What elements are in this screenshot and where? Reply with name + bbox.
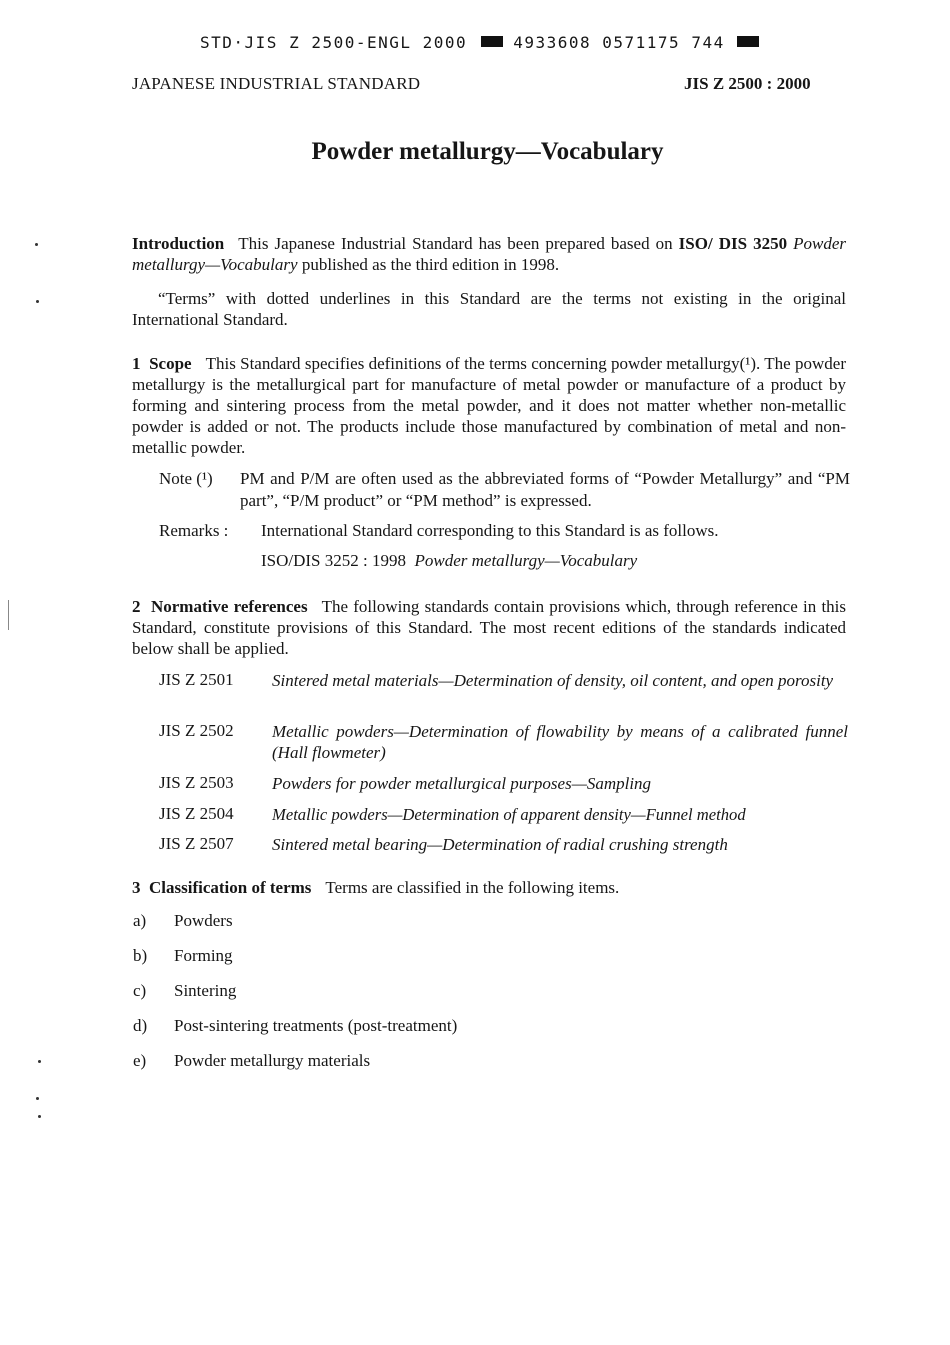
classification-text: Terms are classified in the following items. [325, 878, 620, 897]
intro-iso-ref: ISO/ DIS 3250 [678, 234, 788, 253]
note-text: PM and P/M are often used as the abbreviated forms of “Powder Metallurgy” and “PM part”, “P/M product” or “PM method” is expressed. [240, 469, 850, 510]
reference-code: JIS Z 2503 [159, 773, 234, 792]
list-item-marker: d) [133, 1016, 148, 1035]
scan-speck [38, 1060, 41, 1063]
remarks-ref-title: Powder metallurgy—Vocabulary [414, 551, 638, 570]
classification-paragraph [132, 877, 846, 898]
intro-text-a: This Japanese Industrial Standard has been prepared based on [238, 234, 673, 253]
normative-text: The following standards contain provisions which, through reference in this Standard, constitute provisions of this Standard. The most recent editions of the standards indicated below shall be applied. [132, 597, 847, 658]
barcode-block [481, 36, 503, 47]
page-title: Powder metallurgy—Vocabulary [311, 138, 664, 165]
normative-paragraph [132, 596, 846, 659]
intro-iso-title: Powder metallurgy—Vocabulary [132, 234, 846, 274]
reference-title: Sintered metal materials—Determination of density, oil content, and open porosity [272, 671, 834, 690]
scan-header-code: STD·JIS Z 2500-ENGL 2000 [200, 33, 468, 52]
scan-header-line [200, 33, 759, 52]
intro-heading: Introduction [132, 234, 225, 253]
list-item: Forming [174, 946, 233, 965]
normative-heading: Normative references [150, 597, 308, 616]
list-item-marker: a) [133, 911, 147, 930]
intro-paragraph [132, 233, 846, 275]
list-item-marker: e) [133, 1051, 147, 1070]
remarks-label: Remarks : [159, 521, 229, 540]
note-label: Note (¹) [159, 469, 213, 488]
scope-number: 1 [132, 354, 141, 373]
intro-text-b: published as the third edition in 1998. [301, 255, 560, 274]
list-item: Post-sintering treatments (post-treatment) [174, 1016, 458, 1035]
reference-title: Metallic powders—Determination of flowability by means of a calibrated funnel (Hall flowmeter) [272, 722, 848, 762]
scope-paragraph [132, 353, 846, 458]
scan-edge-mark [8, 600, 9, 630]
normative-number: 2 [132, 597, 141, 616]
remarks-text: International Standard corresponding to this Standard is as follows. [261, 521, 719, 540]
scope-heading: Scope [149, 354, 192, 373]
remarks-ref-code: ISO/DIS 3252 : 1998 [261, 551, 406, 570]
reference-title: Sintered metal bearing—Determination of radial crushing strength [272, 835, 728, 854]
list-item: Powder metallurgy materials [174, 1051, 371, 1070]
list-item-marker: b) [133, 946, 148, 965]
scope-text: This Standard specifies definitions of the terms concerning powder metallurgy(¹). The powder metallurgy is the metallurgical part for manufacture of metal powder or manufacture of a product by forming and sintering process from the metal powder, and it does not matter whether non-metallic powder is added or not. The products include those manufactured by combination of metal and non-metallic powder. [132, 354, 846, 457]
scan-header-number: 4933608 0571175 744 [513, 33, 725, 52]
reference-title: Metallic powders—Determination of apparent density—Funnel method [272, 805, 746, 824]
list-item: Sintering [174, 981, 237, 1000]
scan-speck [35, 243, 38, 246]
reference-title: Powders for powder metallurgical purposes—Sampling [272, 774, 652, 793]
classification-number: 3 [132, 878, 141, 897]
standard-type: JAPANESE INDUSTRIAL STANDARD [132, 74, 421, 93]
reference-code: JIS Z 2502 [159, 721, 234, 740]
reference-code: JIS Z 2501 [159, 670, 234, 689]
barcode-block [737, 36, 759, 47]
reference-code: JIS Z 2507 [159, 834, 234, 853]
scan-speck [36, 300, 39, 303]
standard-number: JIS Z 2500 : 2000 [684, 74, 811, 93]
scan-speck [38, 1115, 41, 1118]
classification-heading: Classification of terms [149, 878, 312, 897]
list-item-marker: c) [133, 981, 147, 1000]
scan-speck [36, 1097, 39, 1100]
remarks-reference [261, 551, 637, 571]
intro-paragraph-2: “Terms” with dotted underlines in this Standard are the terms not existing in the original International Standard. [132, 289, 846, 329]
list-item: Powders [174, 911, 233, 930]
reference-code: JIS Z 2504 [159, 804, 234, 823]
